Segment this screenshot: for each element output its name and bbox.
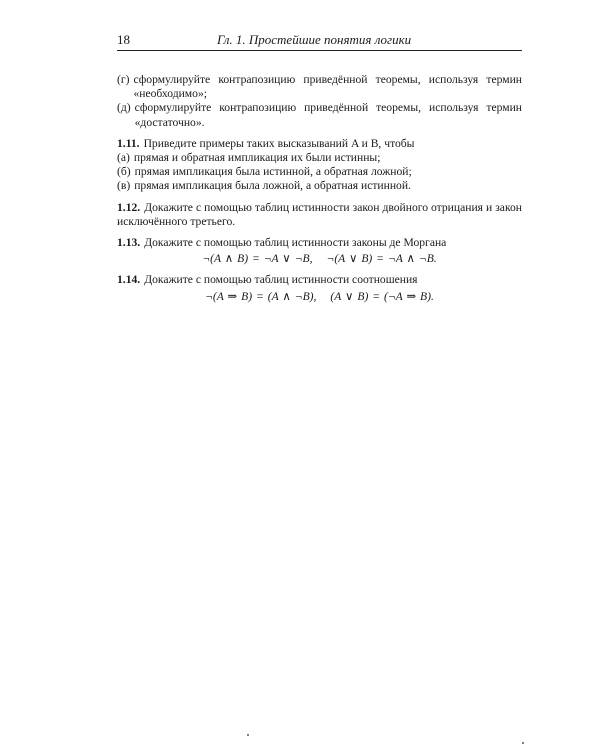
page-number: 18 xyxy=(117,32,130,47)
problem-text: Докажите с помощью таблиц истинности соотношения xyxy=(144,273,418,287)
formula-part: ¬(A ∧ B) = ¬A ∨ ¬B, xyxy=(202,252,313,266)
problem-text: Приведите примеры таких высказываний A и B, чтобы xyxy=(143,136,415,150)
item-text: прямая импликация была истинной, а обратная ложной; xyxy=(134,165,412,179)
problem-text: Докажите с помощью таблиц истинности закон двойного отрицания и закон исключённого третьего. xyxy=(117,200,522,228)
running-head xyxy=(117,30,522,51)
running-title: Гл. 1. Простейшие понятия логики xyxy=(217,32,412,47)
page-content xyxy=(117,73,522,304)
formula-part: ¬(A ∨ B) = ¬A ∧ ¬B. xyxy=(326,252,437,266)
item-text: сформулируйте контрапозицию приведённой теоремы, используя термин «необходимо»; xyxy=(133,73,522,101)
item-text: сформулируйте контрапозицию приведённой теоремы, используя термин «достаточно». xyxy=(134,101,522,129)
item-text: прямая импликация была ложной, а обратная истинной. xyxy=(134,179,411,193)
item-label: (г) xyxy=(117,73,130,86)
list-item xyxy=(117,73,522,101)
formula-part: ¬(A ⇒ B) = (A ∧ ¬B), xyxy=(205,289,317,303)
de-morgan-formula xyxy=(117,252,522,266)
item-text: прямая и обратная импликация их были истинны; xyxy=(133,151,381,165)
item-label: (а) xyxy=(117,151,130,165)
list-item xyxy=(117,151,522,165)
scan-speck xyxy=(247,734,249,736)
formula-part: (A ∨ B) = (¬A ⇒ B). xyxy=(330,289,434,303)
list-item xyxy=(117,101,522,129)
list-item xyxy=(117,165,522,179)
item-label: (в) xyxy=(117,179,131,193)
problem-1-11 xyxy=(117,137,522,151)
item-label: (б) xyxy=(117,165,131,179)
problem-1-13 xyxy=(117,236,522,250)
list-item xyxy=(117,179,522,193)
problem-1-14 xyxy=(117,273,522,287)
problem-text: Докажите с помощью таблиц истинности законы де Моргана xyxy=(144,236,447,250)
book-page xyxy=(117,30,522,304)
implication-formula xyxy=(117,290,522,304)
problem-number: 1.11. xyxy=(117,136,140,150)
problem-1-12 xyxy=(117,201,522,229)
problem-number: 1.12. xyxy=(117,200,141,214)
scan-speck xyxy=(522,742,524,744)
problem-number: 1.13. xyxy=(117,236,141,250)
item-label: (д) xyxy=(117,101,131,115)
problem-number: 1.14. xyxy=(117,273,141,287)
